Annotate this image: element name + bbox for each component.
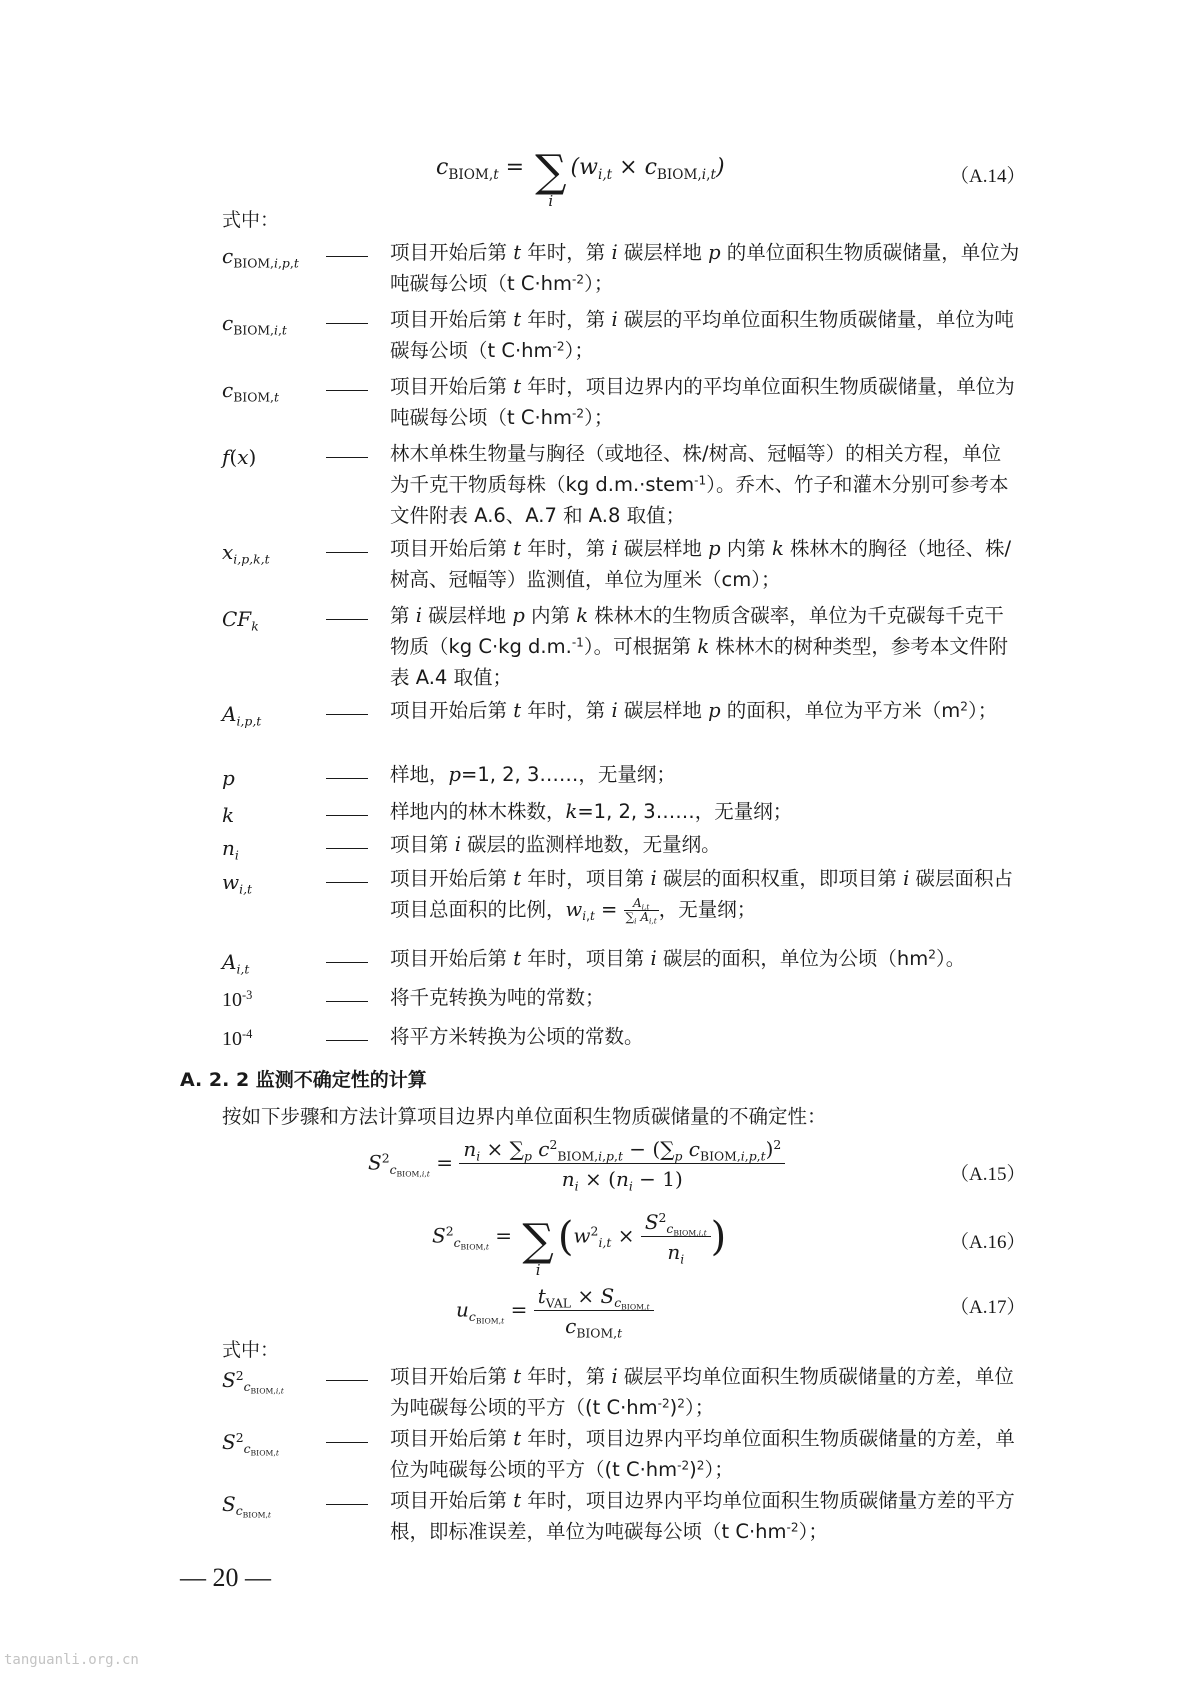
dash-separator xyxy=(326,815,368,816)
equation-number-a14: （A.14） xyxy=(950,166,1026,187)
where-label: 式中： xyxy=(222,209,280,231)
equation-a16: $S^2_{c_{BIOM,t}}$ = ∑ i ($w^2_{i,t}$ × $\frac{S^2_{c_{BIOM,i,t}}}{n_i}$ ) xyxy=(432,1210,727,1279)
symbol-c-biom-it: $c_{BIOM,i,t}$ xyxy=(222,311,287,338)
symbol-s2-c-biom-it: $S^2_{c_{BIOM,i,t}}$ xyxy=(222,1368,284,1397)
definition-s2-c-biom-t: 项目开始后第 t 年时，项目边界内平均单位面积生物质碳储量的方差，单位为吨碳每公顷的平方（(t $C\cdot hm^{-2})^2$）； xyxy=(390,1427,1015,1481)
dash-separator xyxy=(326,882,368,883)
dash-separator xyxy=(326,1442,368,1443)
dash-separator xyxy=(326,1040,368,1041)
dash-separator xyxy=(326,1504,368,1505)
definition-10-3: 将千克转换为吨的常数； xyxy=(390,986,605,1009)
definition-p: 样地，p=1, 2, 3……，无量纲； xyxy=(390,763,676,786)
definition-10-4: 将平方米转换为公顷的常数。 xyxy=(390,1025,644,1048)
definition-n-i: 项目第 i 碳层的监测样地数，无量纲。 xyxy=(390,833,721,856)
dash-separator xyxy=(326,1001,368,1002)
equation-a15: $S^2_{c_{BIOM,i,t}}$ = $\frac{n_i \times \sum_p c^2_{BIOM,i,p,t} - (\sum_p c_{BIOM,i,p,t})^2}{n_i \times (n_i - 1)}$ xyxy=(368,1137,785,1191)
symbol-10-4: $10^{-4}$ xyxy=(222,1027,253,1050)
equation-number-a15: （A.15） xyxy=(950,1164,1026,1185)
equation-number-a17: （A.17） xyxy=(950,1297,1026,1318)
dash-separator xyxy=(326,552,368,553)
symbol-a-ipt: $A_{i,p,t}$ xyxy=(222,702,262,729)
dash-separator xyxy=(326,714,368,715)
dash-separator xyxy=(326,323,368,324)
watermark: tanguanli.org.cn xyxy=(4,1652,139,1668)
symbol-x-ipkt: $x_{i,p,k,t}$ xyxy=(222,540,270,567)
definition-s2-c-biom-it: 项目开始后第 t 年时，第 i 碳层平均单位面积生物质碳储量的方差，单位为吨碳每公顷的平方（(t $C\cdot hm^{-2})^2$）； xyxy=(390,1365,1014,1419)
definition-a-it: 项目开始后第 t 年时，项目第 i 碳层的面积，单位为公顷$(hm^2)$。 xyxy=(390,947,966,970)
definition-c-biom-ipt: 项目开始后第 t 年时，第 i 碳层样地 p 的单位面积生物质碳储量，单位为吨碳每公顷（t $C\cdot hm^{-2}$）； xyxy=(390,241,1020,295)
symbol-w-it: $w_{i,t}$ xyxy=(222,870,253,897)
equation-a14: $c_{BIOM,t}$ = ∑ i $(w_{i,t} \times c_{BIOM,i,t})$ xyxy=(436,146,725,210)
dash-separator xyxy=(326,962,368,963)
symbol-10-3: $10^{-3}$ xyxy=(222,988,253,1011)
definition-k: 样地内的林木株数，k=1, 2, 3……，无量纲； xyxy=(390,800,793,823)
symbol-p: p xyxy=(222,766,235,790)
symbol-s-c-biom-t: $S_{c_{BIOM,t}}$ xyxy=(222,1492,272,1521)
definition-c-biom-it: 项目开始后第 t 年时，第 i 碳层的平均单位面积生物质碳储量，单位为吨碳每公顷（t $C\cdot hm^{-2}$）； xyxy=(390,308,1014,362)
symbol-cf-k: $CF_k$ xyxy=(222,607,259,634)
symbol-fx: f(x) xyxy=(222,445,257,469)
dash-separator xyxy=(326,848,368,849)
definition-fx: 林木单株生物量与胸径（或地径、株/树高、冠幅等）的相关方程，单位为千克干物质每株（kg d.m.·stem$^{-1}$）。乔木、竹子和灌木分别可参考本文件附表 A.6、A.7 和 A.8 取值； xyxy=(390,442,1009,527)
symbol-c-biom-ipt: $c_{BIOM,i,p,t}$ xyxy=(222,244,299,271)
symbol-s2-c-biom-t: $S^2_{c_{BIOM,t}}$ xyxy=(222,1430,279,1459)
definition-s-c-biom-t: 项目开始后第 t 年时，项目边界内平均单位面积生物质碳储量方差的平方根，即标准误差，单位为吨碳每公顷（t $C\cdot hm^{-2}$）； xyxy=(390,1489,1015,1543)
symbol-n-i: $n_i$ xyxy=(222,836,239,863)
dash-separator xyxy=(326,457,368,458)
dash-separator xyxy=(326,619,368,620)
section-heading: A. 2. 2 监测不确定性的计算 xyxy=(180,1069,427,1091)
dash-separator xyxy=(326,390,368,391)
intro-paragraph: 按如下步骤和方法计算项目边界内单位面积生物质碳储量的不确定性： xyxy=(222,1105,827,1128)
definition-x-ipkt: 项目开始后第 t 年时，第 i 碳层样地 p 内第 k 株林木的胸径（地径、株/树高、冠幅等）监测值，单位为厘米（cm）； xyxy=(390,537,1012,591)
dash-separator xyxy=(326,1380,368,1381)
definition-w-it: 项目开始后第 t 年时，项目第 i 碳层的面积权重，即项目第 i 碳层面积占项目总面积的比例，$w_{i,t}$ = $\frac{A_{i,t}}{\sum_i A_{i,t}}$ ，无量纲； xyxy=(390,867,1014,926)
symbol-k: k xyxy=(222,803,235,827)
equation-a17: $u_{c_{BIOM,t}}$ = $\frac{t_{VAL} \times S_{c_{BIOM,t}}}{c_{BIOM,t}}$ xyxy=(456,1284,654,1338)
dash-separator xyxy=(326,778,368,779)
definition-a-ipt: 项目开始后第 t 年时，第 i 碳层样地 p 的面积，单位为平方米$(m^2)$； xyxy=(390,699,998,722)
definition-c-biom-t: 项目开始后第 t 年时，项目边界内的平均单位面积生物质碳储量，单位为吨碳每公顷（t $C\cdot hm^{-2}$）； xyxy=(390,375,1015,429)
where-label: 式中： xyxy=(222,1339,280,1361)
dash-separator xyxy=(326,256,368,257)
definition-cf-k: 第 i 碳层样地 p 内第 k 株林木的生物质含碳率，单位为千克碳每千克干物质（kg C·kg d.m.$^{-1}$）。可根据第 k 株林木的树种类型，参考本文件附表 A.4 取值； xyxy=(390,604,1008,689)
equation-number-a16: （A.16） xyxy=(950,1232,1026,1253)
page-number: — 20 — xyxy=(180,1563,271,1592)
symbol-c-biom-t: $c_{BIOM,t}$ xyxy=(222,378,279,405)
symbol-a-it: $A_{i,t}$ xyxy=(222,950,250,977)
